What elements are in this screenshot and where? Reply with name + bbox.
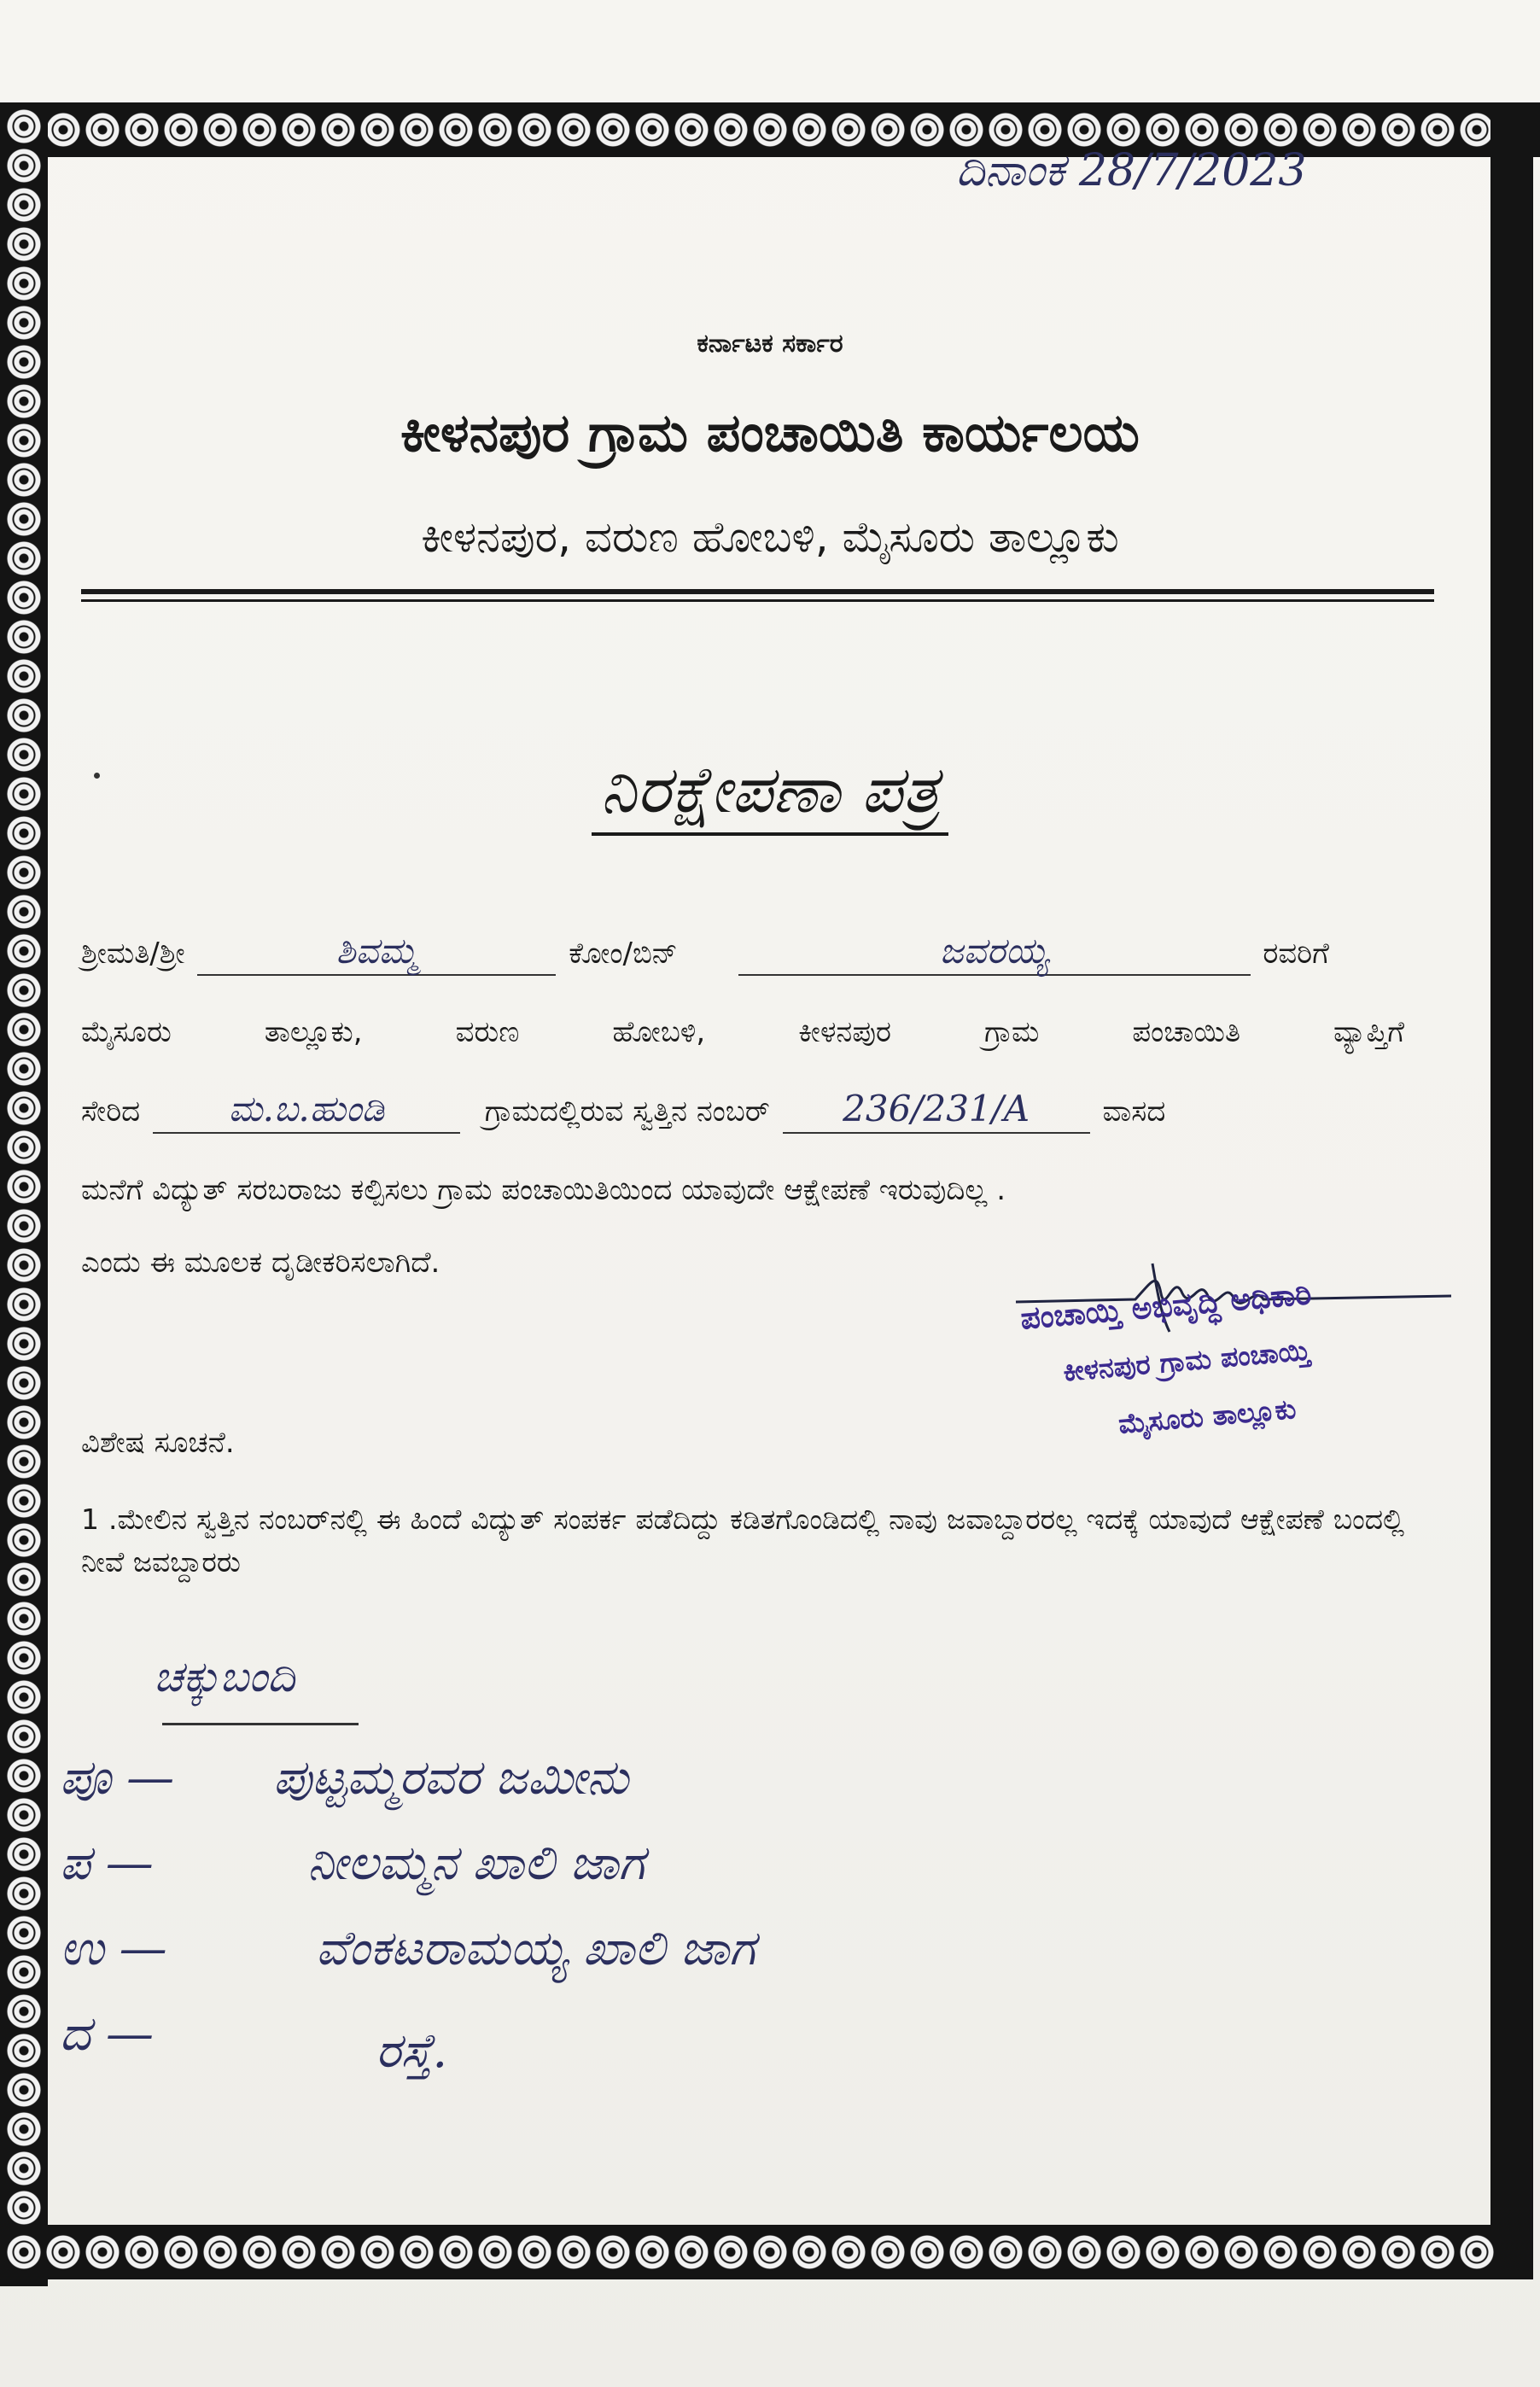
border-flower-icon bbox=[871, 2235, 905, 2269]
border-flower-icon bbox=[478, 2235, 512, 2269]
border-flower-icon bbox=[242, 2235, 277, 2269]
name-value: ಶಿವಮ್ಮ bbox=[335, 930, 418, 972]
border-flower-icon bbox=[7, 1562, 41, 1596]
border-flower-icon bbox=[1460, 2235, 1494, 2269]
border-flower-icon bbox=[7, 620, 41, 654]
special-note-text: 1 .ಮೇಲಿನ ಸ್ವತ್ತಿನ ನಂಬರ್‌ನಲ್ಲಿ ಈ ಹಿಂದೆ ವಿದ್ಯುತ್ ಸಂಪರ್ಕ ಪಡೆದಿದ್ದು ಕಡಿತಗೊಂಡಿದಲ್ಲಿ ನಾವು ಜವಾಬ್ದಾರರಲ್ಲ ಇದಕ್ಕೆ ಯಾವುದೆ ಆಕ್ಷೇಪಣೆ ಬಂದಲ್ಲಿ ನೀವೆ ಜವಬ್ದಾರರು bbox=[81, 1503, 1404, 1579]
border-flower-icon bbox=[1303, 2235, 1337, 2269]
stamp-line-1: ಪಂಚಾಯ್ತಿ ಅಭಿವೃದ್ಧಿ ಅಧಿಕಾರಿ bbox=[1018, 1276, 1313, 1337]
border-flower-icon bbox=[7, 1287, 41, 1322]
border-flower-icon bbox=[1381, 2235, 1415, 2269]
border-flower-icon bbox=[557, 113, 591, 147]
border-flower-icon bbox=[596, 2235, 630, 2269]
border-flower-icon bbox=[517, 113, 551, 147]
property-number-field bbox=[783, 1088, 1090, 1134]
border-flower-icon bbox=[7, 2191, 41, 2225]
boundaries-heading: ಚಕ್ಕುಬಂದಿ bbox=[154, 1652, 295, 1701]
border-flower-icon bbox=[1263, 2235, 1298, 2269]
border-flower-icon bbox=[1106, 2235, 1140, 2269]
special-note-heading: ವಿಶೇಷ ಸೂಚನೆ. bbox=[81, 1426, 235, 1460]
name-field bbox=[197, 931, 556, 976]
suffix: ರವರಿಗೆ bbox=[1263, 937, 1329, 971]
line3-suffix: ವಾಸದ bbox=[1102, 1094, 1166, 1129]
relation-label: ಕೋಂ/ಬಿನ್ bbox=[569, 937, 678, 971]
boundary-dir-north: ಉ — bbox=[60, 1921, 167, 1976]
border-flower-icon bbox=[7, 1209, 41, 1243]
border-flower-icon bbox=[7, 1523, 41, 1557]
border-flower-icon bbox=[7, 698, 41, 732]
border-flower-icon bbox=[7, 1444, 41, 1479]
border-flower-icon bbox=[321, 2235, 355, 2269]
border-flower-icon bbox=[7, 1248, 41, 1282]
border-flower-icon bbox=[242, 113, 277, 147]
border-flower-icon bbox=[753, 113, 787, 147]
border-flower-icon bbox=[7, 2034, 41, 2068]
line3-mid: ಗ್ರಾಮದಲ್ಲಿರುವ ಸ್ವತ್ತಿನ ನಂಬರ್ bbox=[484, 1094, 770, 1129]
boundary-value-south: ರಸ್ತೆ. bbox=[376, 2023, 448, 2079]
border-flower-icon bbox=[7, 1484, 41, 1518]
stamp-line-3: ಮೈಸೂರು ತಾಲ್ಲೂಕು bbox=[1117, 1392, 1298, 1441]
border-flower-icon bbox=[7, 149, 41, 183]
body-line-3 bbox=[81, 1088, 1404, 1134]
border-flower-icon bbox=[7, 1052, 41, 1086]
border-flower-icon bbox=[282, 2235, 316, 2269]
handwritten-date: ದಿನಾಂಕ 28/7/2023 bbox=[956, 145, 1307, 196]
body-line-1 bbox=[81, 931, 1404, 976]
border-flower-icon bbox=[989, 2235, 1023, 2269]
border-flower-icon bbox=[7, 895, 41, 929]
border-flower-icon bbox=[1185, 2235, 1219, 2269]
body-line-4: ಮನೆಗೆ ವಿದ್ಯುತ್ ಸರಬರಾಜು ಕಲ್ಪಿಸಲು ಗ್ರಾಮ ಪಂಚಾಯಿತಿಯಿಂದ ಯಾವುದೇ ಆಕ್ಷೇಪಣೆ ಇರುವುದಿಲ್ಲ . bbox=[81, 1173, 1006, 1207]
decorative-border-bottom bbox=[0, 2225, 1509, 2279]
border-flower-icon bbox=[478, 113, 512, 147]
border-flower-icon bbox=[871, 113, 905, 147]
border-flower-icon bbox=[7, 1013, 41, 1047]
border-flower-icon bbox=[635, 2235, 669, 2269]
border-flower-icon bbox=[1303, 113, 1337, 147]
document-title: ನಿರಕ್ಷೇಪಣಾ ಪತ್ರ bbox=[592, 751, 948, 836]
border-flower-icon bbox=[1342, 2235, 1376, 2269]
border-flower-icon bbox=[439, 113, 473, 147]
title-wrap bbox=[0, 751, 1540, 836]
border-flower-icon bbox=[910, 2235, 944, 2269]
border-flower-icon bbox=[85, 2235, 120, 2269]
property-number-value: 236/231/A bbox=[843, 1088, 1030, 1129]
border-flower-icon bbox=[360, 2235, 394, 2269]
border-flower-icon bbox=[439, 2235, 473, 2269]
border-flower-icon bbox=[674, 113, 709, 147]
border-flower-icon bbox=[164, 2235, 198, 2269]
border-flower-icon bbox=[203, 113, 237, 147]
border-flower-icon bbox=[7, 2151, 41, 2186]
line3-prefix: ಸೇರಿದ bbox=[81, 1094, 141, 1129]
boundary-dir-south: ದ — bbox=[60, 2006, 154, 2062]
border-flower-icon bbox=[831, 113, 866, 147]
border-flower-icon bbox=[596, 113, 630, 147]
border-flower-icon bbox=[7, 1602, 41, 1636]
village-field bbox=[153, 1088, 460, 1134]
border-flower-icon bbox=[714, 113, 748, 147]
border-flower-icon bbox=[1028, 2235, 1062, 2269]
boundary-value-east: ಪುಟ್ಟಮ್ಮರವರ ಜಮೀನು bbox=[273, 1750, 629, 1806]
border-flower-icon bbox=[321, 113, 355, 147]
border-flower-icon bbox=[1342, 113, 1376, 147]
border-flower-icon bbox=[1420, 2235, 1455, 2269]
border-flower-icon bbox=[46, 2235, 80, 2269]
border-flower-icon bbox=[282, 113, 316, 147]
border-flower-icon bbox=[1420, 113, 1455, 147]
border-flower-icon bbox=[7, 1798, 41, 1832]
salutation: ಶ್ರೀಮತಿ/ಶ್ರೀ bbox=[81, 937, 185, 971]
border-flower-icon bbox=[7, 855, 41, 890]
border-flower-icon bbox=[7, 1405, 41, 1439]
border-flower-icon bbox=[7, 659, 41, 693]
border-flower-icon bbox=[125, 113, 159, 147]
border-flower-icon bbox=[7, 1091, 41, 1125]
border-flower-icon bbox=[7, 227, 41, 261]
border-flower-icon bbox=[125, 2235, 159, 2269]
border-flower-icon bbox=[989, 113, 1023, 147]
border-flower-icon bbox=[7, 1641, 41, 1675]
border-flower-icon bbox=[1185, 113, 1219, 147]
border-flower-icon bbox=[7, 934, 41, 968]
border-flower-icon bbox=[910, 113, 944, 147]
border-flower-icon bbox=[674, 2235, 709, 2269]
border-flower-icon bbox=[1146, 2235, 1180, 2269]
border-flower-icon bbox=[1067, 113, 1101, 147]
government-label: ಕರ್ನಾಟಕ ಸರ್ಕಾರ bbox=[697, 329, 843, 359]
border-flower-icon bbox=[635, 113, 669, 147]
border-flower-icon bbox=[7, 1130, 41, 1164]
border-flower-icon bbox=[1224, 113, 1258, 147]
boundary-value-west: ನೀಲಮ್ಮನ ಖಾಲಿ ಜಾಗ bbox=[307, 1835, 645, 1891]
border-flower-icon bbox=[7, 1955, 41, 1989]
border-flower-icon bbox=[949, 2235, 983, 2269]
office-title: ಕೀಳನಪುರ ಗ್ರಾಮ ಪಂಚಾಯಿತಿ ಕಾರ್ಯಲಯ bbox=[400, 401, 1140, 464]
border-flower-icon bbox=[85, 113, 120, 147]
boundary-value-north: ವೆಂಕಟರಾಮಯ್ಯ ಖಾಲಿ ಜಾಗ bbox=[316, 1921, 755, 1976]
border-flower-icon bbox=[400, 113, 434, 147]
relative-name-value: ಜವರಯ್ಯ bbox=[939, 930, 1049, 972]
border-flower-icon bbox=[714, 2235, 748, 2269]
border-flower-icon bbox=[7, 1876, 41, 1911]
border-flower-icon bbox=[1263, 113, 1298, 147]
border-flower-icon bbox=[7, 266, 41, 301]
border-flower-icon bbox=[7, 1680, 41, 1714]
border-flower-icon bbox=[1224, 2235, 1258, 2269]
border-flower-icon bbox=[831, 2235, 866, 2269]
border-flower-icon bbox=[517, 2235, 551, 2269]
boundary-dir-west: ಪ — bbox=[60, 1835, 154, 1891]
office-address: ಕೀಳನಪುರ, ವರುಣ ಹೋಬಳಿ, ಮೈಸೂರು ತಾಲ್ಲೂಕು bbox=[421, 512, 1119, 562]
border-flower-icon bbox=[1381, 113, 1415, 147]
border-flower-icon bbox=[7, 1759, 41, 1793]
border-flower-icon bbox=[792, 113, 826, 147]
border-flower-icon bbox=[7, 1719, 41, 1754]
relative-name-field bbox=[738, 931, 1251, 976]
border-flower-icon bbox=[203, 2235, 237, 2269]
border-flower-icon bbox=[7, 1366, 41, 1400]
boundary-dir-east: ಪೂ — bbox=[60, 1750, 175, 1806]
border-flower-icon bbox=[1067, 2235, 1101, 2269]
border-flower-icon bbox=[7, 1916, 41, 1950]
border-flower-icon bbox=[7, 188, 41, 222]
border-flower-icon bbox=[7, 1170, 41, 1204]
border-flower-icon bbox=[949, 113, 983, 147]
border-flower-icon bbox=[557, 2235, 591, 2269]
border-flower-icon bbox=[164, 113, 198, 147]
border-flower-icon bbox=[7, 1837, 41, 1871]
border-flower-icon bbox=[7, 2112, 41, 2146]
stamp-line-2: ಕೀಳನಪುರ ಗ್ರಾಮ ಪಂಚಾಯ್ತಿ bbox=[1061, 1334, 1312, 1388]
border-flower-icon bbox=[753, 2235, 787, 2269]
border-flower-icon bbox=[7, 1994, 41, 2028]
border-flower-icon bbox=[1460, 113, 1494, 147]
border-flower-icon bbox=[7, 581, 41, 615]
decorative-border-top bbox=[0, 102, 1540, 157]
header-rule bbox=[81, 589, 1434, 594]
border-flower-icon bbox=[360, 113, 394, 147]
border-flower-icon bbox=[7, 2235, 41, 2269]
border-flower-icon bbox=[792, 2235, 826, 2269]
border-flower-icon bbox=[7, 973, 41, 1007]
border-flower-icon bbox=[7, 109, 41, 143]
border-flower-icon bbox=[1146, 113, 1180, 147]
border-flower-icon bbox=[7, 2073, 41, 2107]
header-rule-thin bbox=[81, 599, 1434, 602]
village-value: ಮ.ಬ.ಹುಂಡಿ bbox=[228, 1088, 385, 1129]
body-line-2: ಮೈಸೂರು ತಾಲ್ಲೂಕು, ವರುಣ ಹೋಬಳಿ, ಕೀಳನಪುರ ಗ್ರಾಮ ಪಂಚಾಯಿತಿ ವ್ಯಾಪ್ತಿಗೆ bbox=[81, 1015, 1404, 1049]
border-flower-icon bbox=[7, 463, 41, 497]
boundaries-heading-underline bbox=[162, 1723, 359, 1725]
border-flower-icon bbox=[46, 113, 80, 147]
border-flower-icon bbox=[400, 2235, 434, 2269]
border-flower-icon bbox=[1028, 113, 1062, 147]
border-flower-icon bbox=[1106, 113, 1140, 147]
body-line-5: ಎಂದು ಈ ಮೂಲಕ ದೃಡೀಕರಿಸಲಾಗಿದೆ. bbox=[81, 1246, 440, 1280]
border-flower-icon bbox=[7, 1327, 41, 1361]
